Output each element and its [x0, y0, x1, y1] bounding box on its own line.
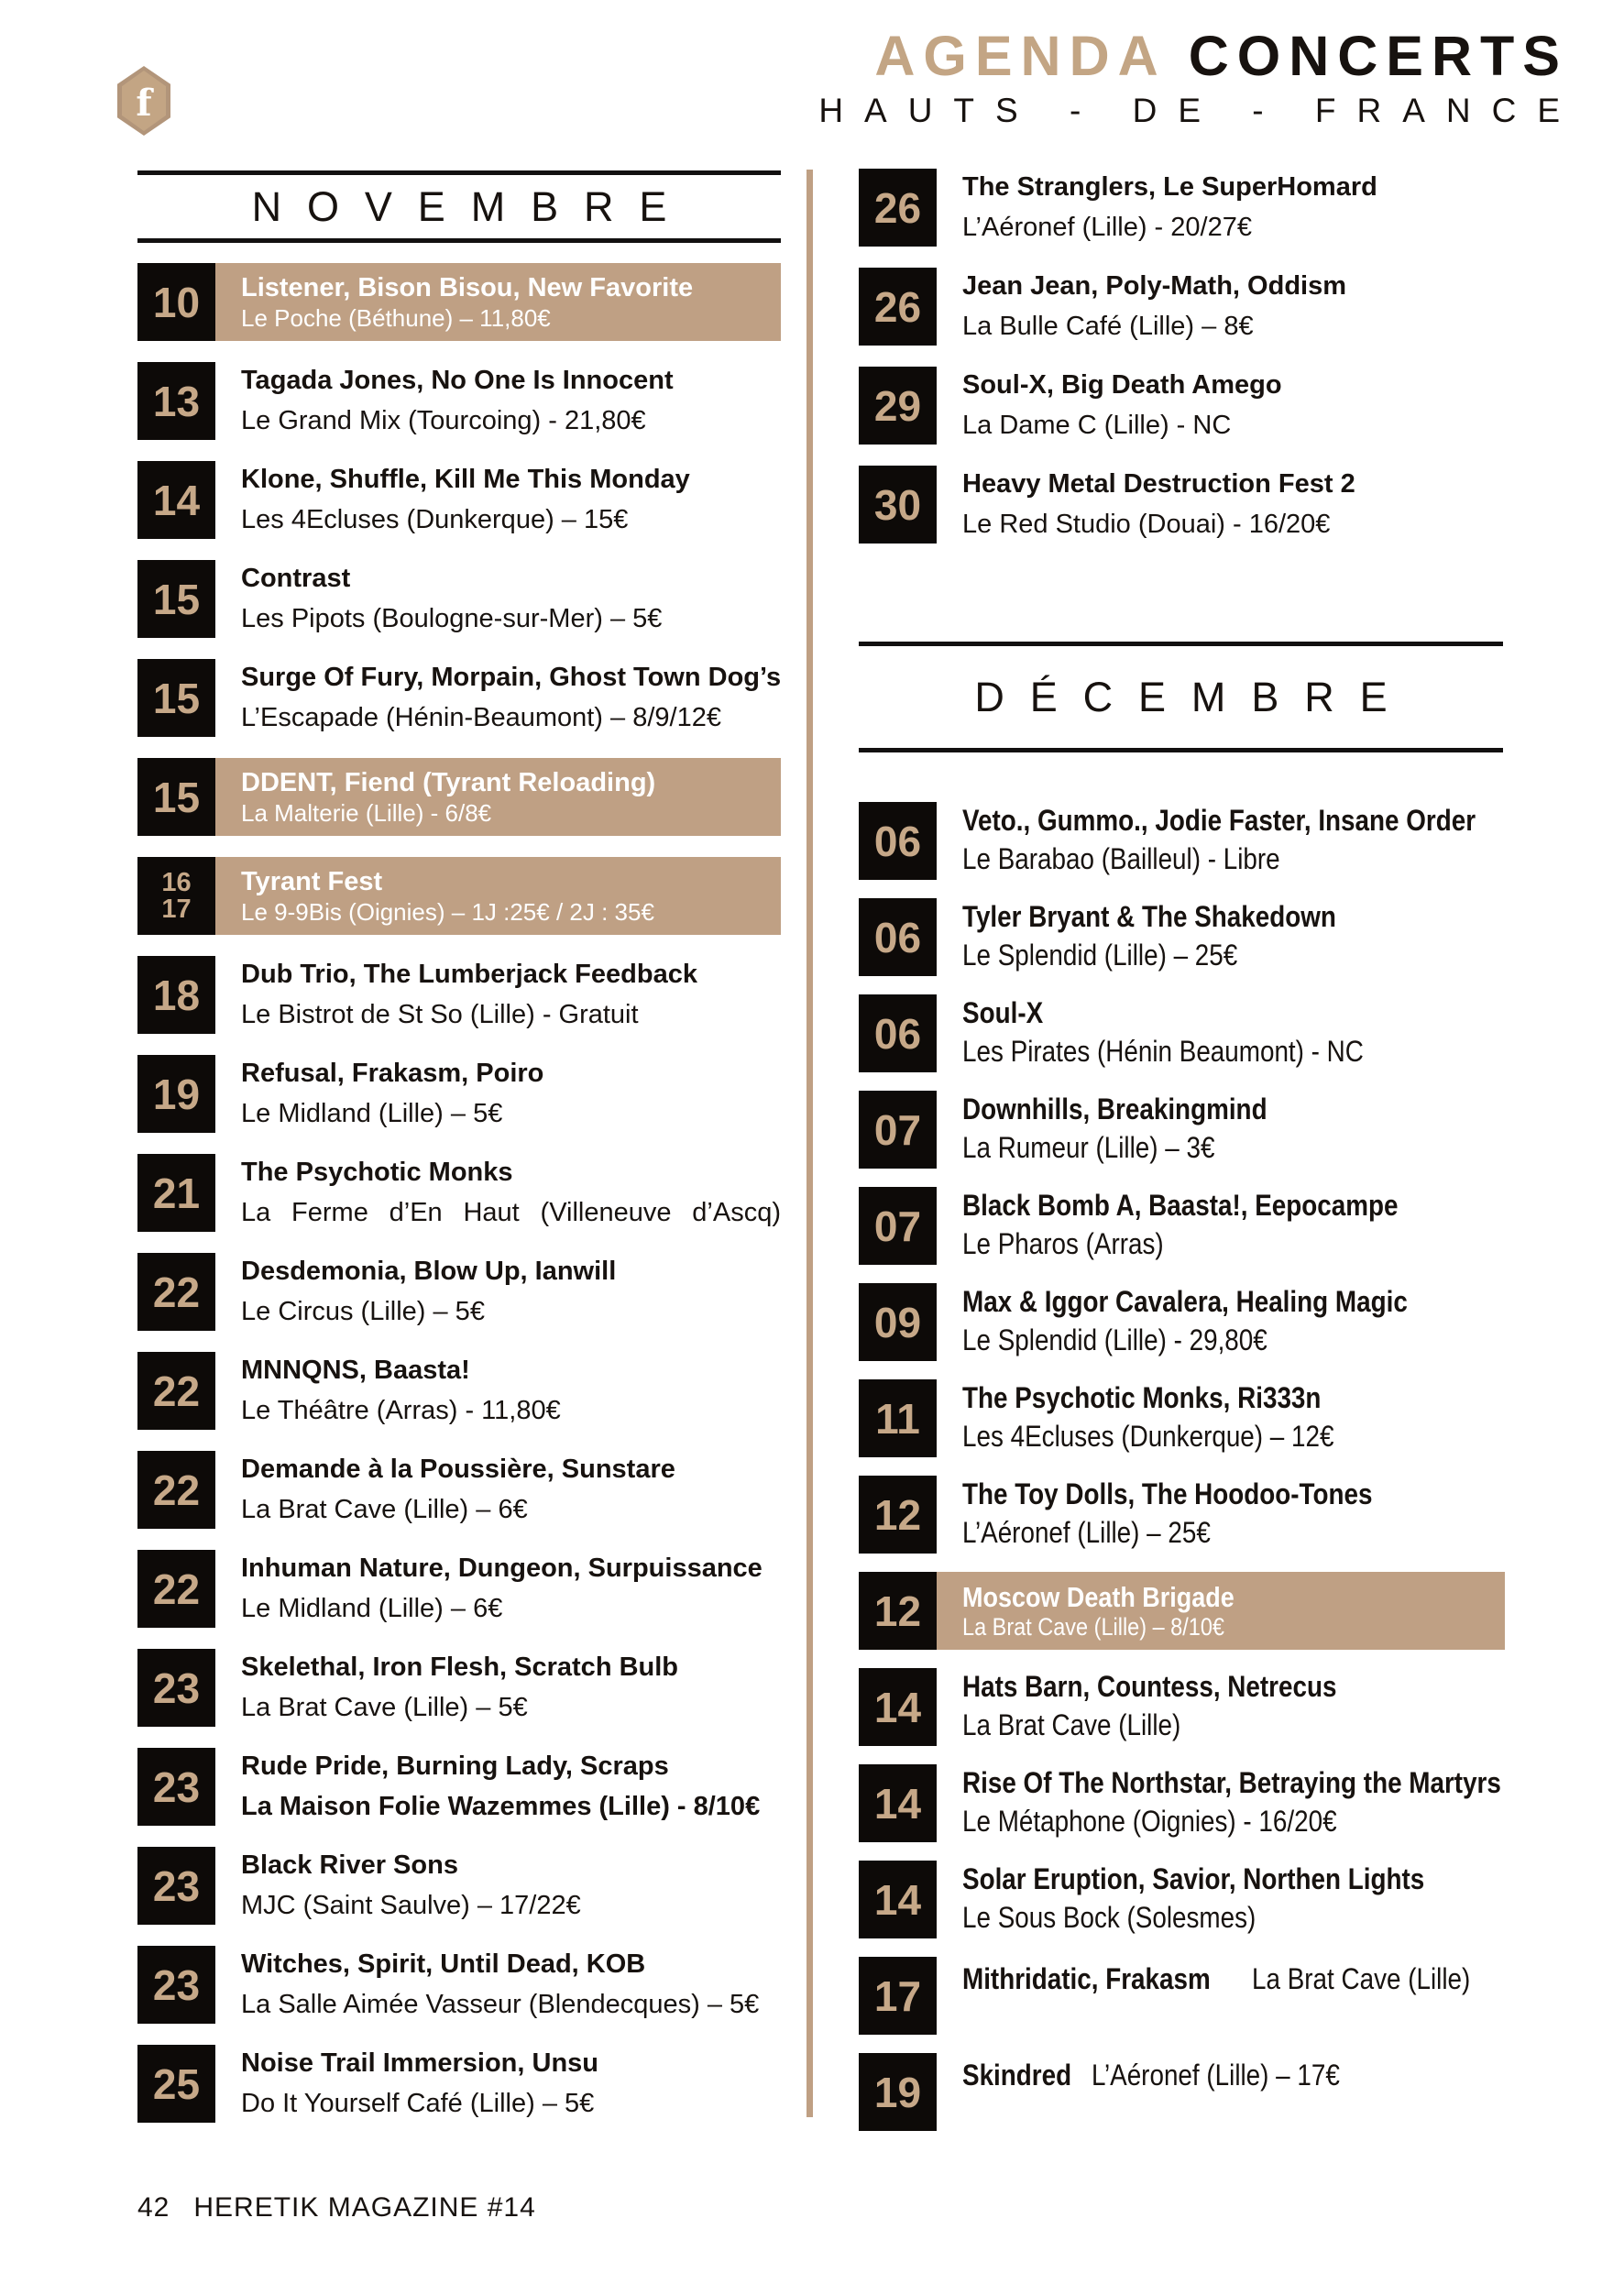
- event-row: [137, 1748, 781, 1826]
- event-row: [859, 1861, 1503, 1938]
- event-date-number: 07: [873, 1105, 922, 1154]
- event-title: The Stranglers, Le SuperHomard: [962, 172, 1377, 202]
- event-body: [937, 802, 1503, 880]
- event-row: [859, 898, 1503, 976]
- event-title: Klone, Shuffle, Kill Me This Monday: [241, 465, 690, 494]
- event-venue: L’Aéronef (Lille) – 17€: [1092, 2059, 1341, 2092]
- event-row: [137, 461, 781, 539]
- event-venue: L’Aéronef (Lille) - 20/27€: [962, 213, 1252, 242]
- event-body: [215, 1055, 781, 1133]
- facebook-icon[interactable]: [117, 66, 170, 136]
- event-venue: Le Sous Bock (Solesmes): [962, 1901, 1256, 1934]
- event-venue: La Brat Cave (Lille) – 8/10€: [962, 1613, 1224, 1641]
- event-date-number: 14: [873, 1683, 922, 1731]
- event-body: [215, 659, 781, 737]
- event-venue: Le Red Studio (Douai) - 16/20€: [962, 510, 1331, 539]
- event-venue: La Rumeur (Lille) – 3€: [962, 1131, 1215, 1164]
- event-date-box: [137, 1847, 215, 1925]
- event-body: [937, 994, 1503, 1072]
- event-date-number: 22: [152, 1466, 201, 1514]
- event-venue: Le Splendid (Lille) – 25€: [962, 939, 1238, 972]
- event-body: [937, 1379, 1503, 1457]
- month-header-novembre: NOVEMBRE: [137, 170, 781, 243]
- event-row: [137, 1154, 781, 1232]
- event-title: Jean Jean, Poly-Math, Oddism: [962, 271, 1346, 301]
- event-body: [215, 1550, 781, 1628]
- event-date-box: [137, 1154, 215, 1232]
- event-date-box: [137, 1451, 215, 1529]
- event-title: Skelethal, Iron Flesh, Scratch Bulb: [241, 1653, 679, 1682]
- event-date-box: [137, 263, 215, 341]
- event-date-box: [859, 1764, 937, 1842]
- event-title: Noise Trail Immersion, Unsu: [241, 2048, 598, 2078]
- event-date-number: 23: [152, 1762, 201, 1811]
- event-body: [937, 2053, 1503, 2131]
- event-row: [137, 1649, 781, 1727]
- event-row: [859, 1476, 1503, 1554]
- event-row: [859, 1668, 1503, 1746]
- event-title: Contrast: [241, 564, 351, 593]
- event-body: [937, 1861, 1503, 1938]
- november-overflow-events-list: [859, 169, 1503, 565]
- event-date-number: 14: [873, 1875, 922, 1924]
- event-title: The Psychotic Monks, Ri333n: [962, 1381, 1322, 1414]
- event-date-number: 22: [152, 1268, 201, 1316]
- event-body: [937, 1283, 1503, 1361]
- month-header-decembre: DÉCEMBRE: [859, 642, 1503, 752]
- event-body: [937, 1187, 1503, 1265]
- event-venue: Do It Yourself Café (Lille) – 5€: [241, 2089, 595, 2118]
- event-body: [215, 1748, 781, 1826]
- event-title: Downhills, Breakingmind: [962, 1093, 1267, 1126]
- page-title: [818, 24, 1568, 88]
- event-date-number: 30: [873, 480, 922, 529]
- november-events-list: [137, 263, 781, 2123]
- event-body: [215, 560, 781, 638]
- event-row: [137, 2045, 781, 2123]
- event-date-box: [859, 1572, 937, 1650]
- event-date-box: [859, 1187, 937, 1265]
- event-date-number: 23: [152, 1861, 201, 1910]
- event-date-box: [859, 1091, 937, 1169]
- event-venue: Le Pharos (Arras): [962, 1227, 1164, 1260]
- page-title-main: CONCERTS: [1188, 25, 1568, 87]
- event-venue: Le Métaphone (Oignies) - 16/20€: [962, 1805, 1337, 1838]
- event-title: Witches, Spirit, Until Dead, KOB: [241, 1949, 646, 1979]
- event-title: Skindred: [962, 2059, 1072, 2092]
- event-venue: La Dame C (Lille) - NC: [962, 411, 1232, 440]
- event-body: [215, 1649, 781, 1727]
- event-row: [137, 1946, 781, 2024]
- event-body: [215, 758, 781, 836]
- event-title: The Toy Dolls, The Hoodoo-Tones: [962, 1477, 1373, 1510]
- event-date-number: 10: [152, 278, 201, 326]
- event-row: [137, 263, 781, 341]
- event-body: [215, 1253, 781, 1331]
- event-date-number: 19: [873, 2068, 922, 2116]
- event-title: Rise Of The Northstar, Betraying the Martyrs: [962, 1766, 1501, 1799]
- event-title: Mithridatic, Frakasm: [962, 1962, 1211, 1995]
- event-date-box: [859, 367, 937, 445]
- event-body: [215, 1946, 781, 2024]
- event-date-number: 18: [152, 971, 201, 1019]
- event-row: [859, 169, 1503, 247]
- masthead: [818, 24, 1581, 130]
- november-column: [137, 170, 781, 2144]
- event-venue: La Brat Cave (Lille): [1251, 1962, 1470, 1995]
- event-body: [937, 1668, 1503, 1746]
- event-date-number: 07: [873, 1202, 922, 1250]
- event-date-box: [859, 1283, 937, 1361]
- event-venue: Les 4Ecluses (Dunkerque) – 12€: [962, 1420, 1334, 1453]
- event-date-number: 13: [152, 377, 201, 425]
- event-date-box: [859, 898, 937, 976]
- event-date-box: [137, 2045, 215, 2123]
- event-date-box: [859, 1861, 937, 1938]
- event-title: Max & Iggor Cavalera, Healing Magic: [962, 1285, 1408, 1318]
- event-venue: La Salle Aimée Vasseur (Blendecques) – 5€: [241, 1990, 760, 2019]
- event-body: [215, 1352, 781, 1430]
- event-venue: Le Poche (Béthune) – 11,80€: [241, 304, 551, 332]
- event-body: [937, 1091, 1503, 1169]
- event-date-number: 06: [873, 913, 922, 961]
- event-body: [215, 1451, 781, 1529]
- event-title: MNNQNS, Baasta!: [241, 1356, 470, 1385]
- event-body: [937, 1572, 1505, 1650]
- event-venue: Le Barabao (Bailleul) - Libre: [962, 842, 1280, 875]
- event-date-box: [859, 994, 937, 1072]
- event-title: Surge Of Fury, Morpain, Ghost Town Dog’s: [241, 663, 782, 692]
- event-row: [137, 758, 781, 836]
- event-date-box: [137, 1550, 215, 1628]
- event-date-number: 26: [873, 282, 922, 331]
- event-date-box: [137, 857, 215, 935]
- event-venue: La Malterie (Lille) - 6/8€: [241, 799, 492, 827]
- event-body: [937, 367, 1503, 445]
- event-date-box: [137, 1253, 215, 1331]
- event-venue: Le 9-9Bis (Oignies) – 1J :25€ / 2J : 35€: [241, 898, 654, 926]
- event-body: [937, 1764, 1503, 1842]
- event-title: Black River Sons: [241, 1850, 458, 1880]
- december-events-list: [859, 802, 1503, 2149]
- event-date-box: [137, 461, 215, 539]
- event-row: [137, 857, 781, 935]
- event-venue: La Maison Folie Wazemmes (Lille) - 8/10€: [241, 1792, 761, 1821]
- page-title-accent: AGENDA: [874, 25, 1167, 87]
- event-venue: Les 4Ecluses (Dunkerque) – 15€: [241, 505, 629, 534]
- event-date-number: 14: [152, 476, 201, 524]
- event-body: [937, 1476, 1503, 1554]
- column-divider: [807, 170, 813, 2117]
- event-date-box: [137, 1352, 215, 1430]
- event-row: [137, 1055, 781, 1133]
- event-date-box: [137, 362, 215, 440]
- event-date-number: 19: [152, 1070, 201, 1118]
- event-date-number: 23: [152, 1960, 201, 2009]
- event-body: [937, 466, 1503, 544]
- event-title: Inhuman Nature, Dungeon, Surpuissance: [241, 1554, 763, 1583]
- event-date-number: 12: [873, 1490, 922, 1539]
- event-row: [137, 1550, 781, 1628]
- event-body: [937, 898, 1503, 976]
- event-row: [137, 560, 781, 638]
- event-title: Hats Barn, Countess, Netrecus: [962, 1670, 1337, 1703]
- event-title: Solar Eruption, Savior, Northen Lights: [962, 1862, 1425, 1895]
- event-date-box: [137, 1748, 215, 1826]
- event-date-box: [859, 1957, 937, 2035]
- event-date-number: 23: [152, 1664, 201, 1712]
- event-date-number: 12: [873, 1587, 922, 1635]
- event-venue: MJC (Saint Saulve) – 17/22€: [241, 1891, 581, 1920]
- event-date-box: [137, 1946, 215, 2024]
- event-date-box: [859, 1379, 937, 1457]
- event-row: [137, 659, 781, 737]
- event-body: [215, 1154, 781, 1232]
- event-date-box: [137, 1055, 215, 1133]
- event-date-number: 22: [152, 1565, 201, 1613]
- event-body: [215, 956, 781, 1034]
- event-row: [859, 994, 1503, 1072]
- event-venue: Le Grand Mix (Tourcoing) - 21,80€: [241, 406, 646, 435]
- event-title: Listener, Bison Bisou, New Favorite: [241, 273, 694, 302]
- event-date-number: 14: [873, 1779, 922, 1828]
- event-body: [215, 857, 781, 935]
- event-date-box: [859, 1668, 937, 1746]
- event-venue: L’Aéronef (Lille) – 25€: [962, 1516, 1211, 1549]
- event-row: [137, 362, 781, 440]
- event-body: [215, 461, 781, 539]
- event-title: Moscow Death Brigade: [962, 1581, 1234, 1613]
- event-title: Black Bomb A, Baasta!, Eepocampe: [962, 1189, 1399, 1222]
- event-title: Soul-X, Big Death Amego: [962, 370, 1282, 400]
- facebook-f-glyph: f: [136, 81, 152, 125]
- event-date-box: [859, 268, 937, 346]
- event-date-number: 15: [152, 674, 201, 722]
- event-row: [859, 1091, 1503, 1169]
- event-date-number: 16: [161, 868, 192, 898]
- event-date-box: [859, 169, 937, 247]
- event-row: [859, 802, 1503, 880]
- event-title: Tagada Jones, No One Is Innocent: [241, 366, 674, 395]
- event-row: [859, 1957, 1503, 2035]
- event-row: [859, 1764, 1503, 1842]
- event-date-box: [137, 956, 215, 1034]
- event-date-box: [859, 466, 937, 544]
- event-title: Heavy Metal Destruction Fest 2: [962, 469, 1355, 499]
- event-venue: Le Midland (Lille) – 6€: [241, 1594, 503, 1623]
- event-row: [859, 1283, 1503, 1361]
- event-date-box: [137, 758, 215, 836]
- event-venue: La Bulle Café (Lille) – 8€: [962, 312, 1254, 341]
- event-date-number: 06: [873, 817, 922, 865]
- event-date-number: 22: [152, 1367, 201, 1415]
- event-row: [859, 1187, 1503, 1265]
- event-row: [859, 367, 1503, 445]
- magazine-name: HERETIK MAGAZINE #14: [193, 2192, 536, 2223]
- event-title: DDENT, Fiend (Tyrant Reloading): [241, 768, 656, 797]
- event-row: [859, 2053, 1503, 2131]
- event-venue: Le Splendid (Lille) - 29,80€: [962, 1323, 1267, 1356]
- event-venue: La Brat Cave (Lille) – 6€: [241, 1495, 528, 1524]
- event-venue: La Brat Cave (Lille): [962, 1708, 1181, 1741]
- event-title: Veto., Gummo., Jodie Faster, Insane Order: [962, 804, 1476, 837]
- event-title: Refusal, Frakasm, Poiro: [241, 1059, 544, 1088]
- event-date-box: [859, 802, 937, 880]
- event-body: [937, 169, 1503, 247]
- event-row: [859, 466, 1503, 544]
- event-body: [215, 1847, 781, 1925]
- page-footer: [137, 2192, 536, 2224]
- event-venue: Les Pirates (Hénin Beaumont) - NC: [962, 1035, 1364, 1068]
- event-row: [859, 1572, 1503, 1650]
- event-venue: La Ferme d’En Haut (Villeneuve d’Ascq): [241, 1198, 781, 1227]
- event-date-box: [137, 1649, 215, 1727]
- event-venue: Le Théâtre (Arras) - 11,80€: [241, 1396, 561, 1425]
- event-venue: Le Circus (Lille) – 5€: [241, 1297, 485, 1326]
- event-row: [859, 1379, 1503, 1457]
- event-date-number: 15: [152, 773, 201, 821]
- event-date-number: 25: [152, 2059, 201, 2108]
- event-date-number: 06: [873, 1009, 922, 1058]
- event-date-number: 11: [875, 1394, 920, 1443]
- event-row: [137, 956, 781, 1034]
- event-body: [937, 268, 1503, 346]
- event-title: Desdemonia, Blow Up, Ianwill: [241, 1257, 617, 1286]
- event-date-number: 17: [873, 1971, 922, 2020]
- event-title: Demande à la Poussière, Sunstare: [241, 1455, 675, 1484]
- event-date-box: [137, 659, 215, 737]
- event-date-box: [137, 560, 215, 638]
- event-date-number: 09: [873, 1298, 922, 1346]
- event-title: Dub Trio, The Lumberjack Feedback: [241, 960, 697, 989]
- event-venue: L’Escapade (Hénin-Beaumont) – 8/9/12€: [241, 703, 721, 732]
- event-title: Soul-X: [962, 996, 1044, 1029]
- event-venue: Le Midland (Lille) – 5€: [241, 1099, 503, 1128]
- event-title: Tyler Bryant & The Shakedown: [962, 900, 1336, 933]
- event-venue: La Brat Cave (Lille) – 5€: [241, 1693, 528, 1722]
- event-row: [137, 1253, 781, 1331]
- event-row: [137, 1352, 781, 1430]
- event-body: [215, 362, 781, 440]
- event-date-box: [859, 2053, 937, 2131]
- event-body: [215, 263, 781, 341]
- event-date-number-2: 17: [161, 894, 192, 924]
- event-row: [137, 1847, 781, 1925]
- event-row: [137, 1451, 781, 1529]
- page-number: 42: [137, 2192, 170, 2223]
- event-date-number: 29: [873, 381, 922, 430]
- event-date-number: 15: [152, 575, 201, 623]
- event-date-box: [859, 1476, 937, 1554]
- event-title: Tyrant Fest: [241, 867, 383, 896]
- event-row: [859, 268, 1503, 346]
- event-date-number: 21: [152, 1169, 201, 1217]
- event-venue: Les Pipots (Boulogne-sur-Mer) – 5€: [241, 604, 663, 633]
- event-venue: Le Bistrot de St So (Lille) - Gratuit: [241, 1000, 639, 1029]
- event-title: The Psychotic Monks: [241, 1158, 513, 1187]
- event-body: [215, 2045, 781, 2123]
- event-title: Rude Pride, Burning Lady, Scraps: [241, 1751, 669, 1781]
- event-body: [937, 1957, 1503, 2035]
- page-subtitle: HAUTS - DE - FRANCE: [818, 92, 1581, 129]
- event-date-number: 26: [873, 183, 922, 232]
